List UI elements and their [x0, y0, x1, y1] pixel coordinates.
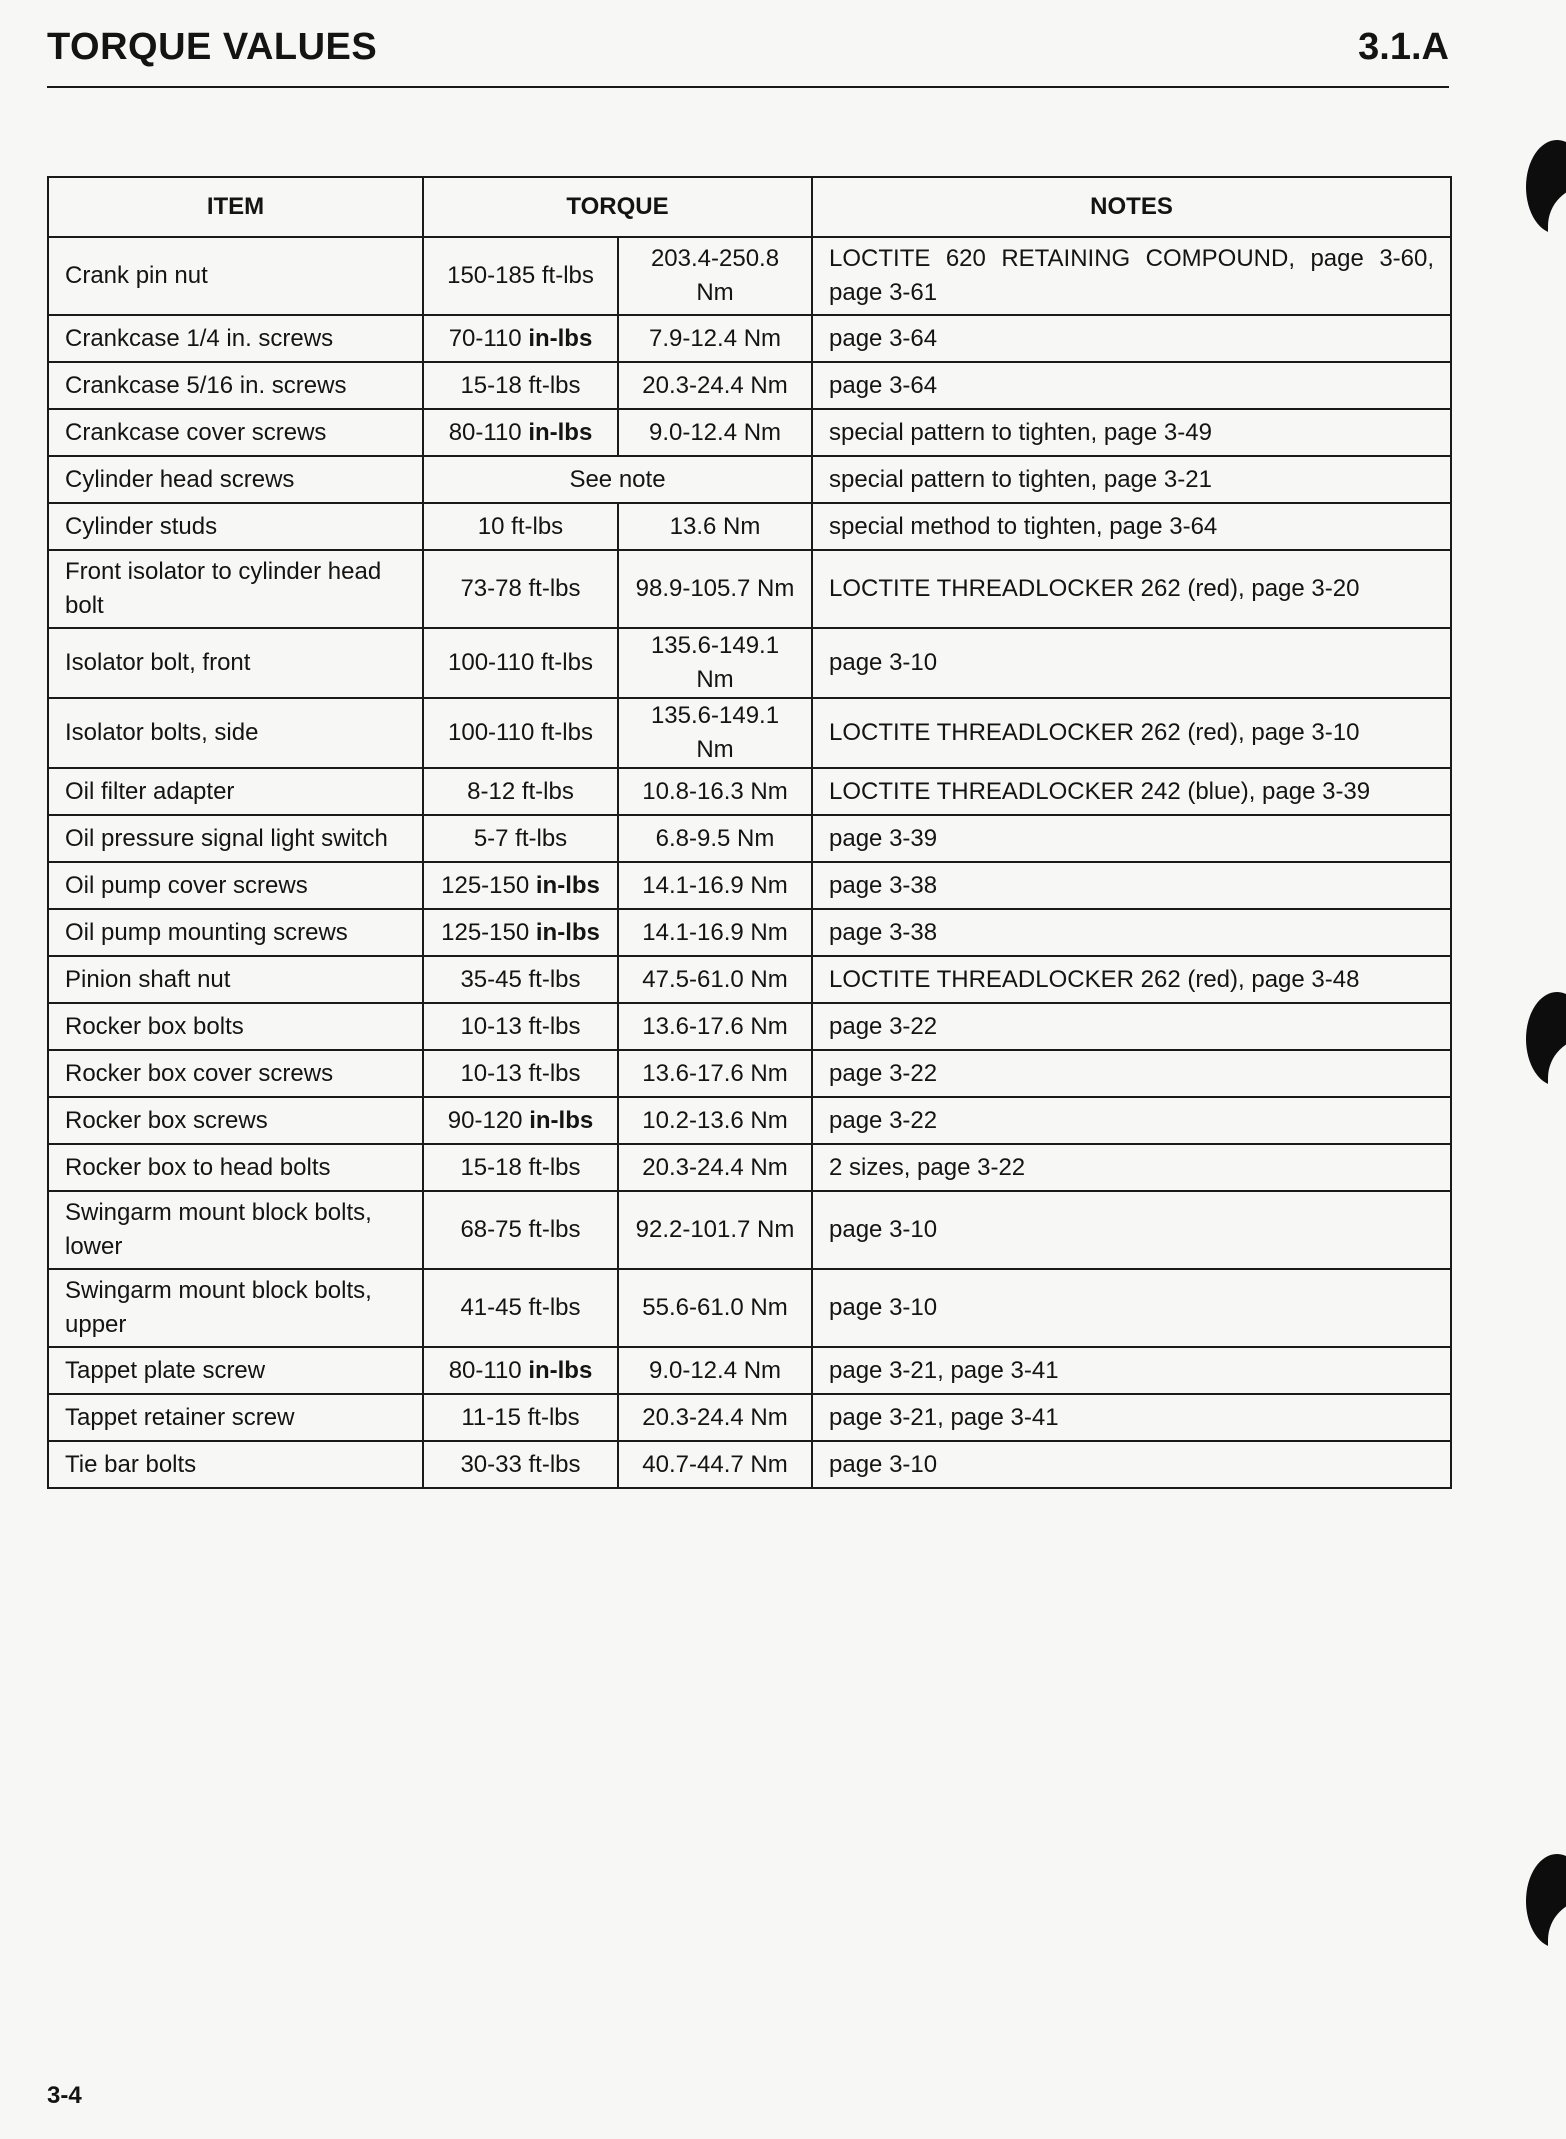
item-cell: Crankcase 5/16 in. screws [48, 362, 423, 409]
item-cell: Oil filter adapter [48, 768, 423, 815]
torque-value: 125-150 [441, 871, 530, 899]
item-cell: Oil pressure signal light switch [48, 815, 423, 862]
torque-span-cell: See note [423, 456, 812, 503]
torque-imperial-cell [423, 909, 618, 956]
table-header-row [48, 177, 1451, 237]
table-row [48, 503, 1451, 550]
torque-metric-cell: 10.8-16.3 Nm [618, 768, 812, 815]
torque-value: 35-45 [460, 965, 522, 993]
table-row [48, 1394, 1451, 1441]
torque-imperial-cell [423, 503, 618, 550]
torque-metric-cell: 20.3-24.4 Nm [618, 362, 812, 409]
torque-metric-cell: 13.6-17.6 Nm [618, 1003, 812, 1050]
notes-cell: page 3-64 [812, 315, 1451, 362]
torque-value: 5-7 [473, 824, 509, 852]
table-row [48, 768, 1451, 815]
table-row [48, 1050, 1451, 1097]
table-row [48, 1003, 1451, 1050]
torque-imperial-cell [423, 362, 618, 409]
torque-value: 100-110 [448, 719, 535, 746]
item-cell: Crankcase 1/4 in. screws [48, 315, 423, 362]
torque-imperial-cell [423, 1394, 618, 1441]
torque-value: 100-110 [448, 649, 535, 676]
page-title: TORQUE VALUES [47, 26, 378, 68]
torque-unit: in-lbs [528, 418, 593, 446]
section-number: 3.1.A [1358, 26, 1449, 68]
notes-cell: page 3-22 [812, 1097, 1451, 1144]
table-row [48, 1347, 1451, 1394]
table-row [48, 1144, 1451, 1191]
item-cell: Rocker box screws [48, 1097, 423, 1144]
item-cell: Cylinder head screws [48, 456, 423, 503]
torque-value: 10 [477, 512, 505, 540]
torque-unit: ft-lbs [528, 965, 581, 993]
torque-value: 68-75 [460, 1216, 522, 1243]
torque-metric-cell: 92.2-101.7 Nm [618, 1191, 812, 1269]
torque-imperial-cell [423, 1347, 618, 1394]
item-cell: Isolator bolt, front [48, 628, 423, 698]
torque-imperial-cell [423, 956, 618, 1003]
torque-unit: ft-lbs [528, 1153, 581, 1181]
torque-metric-cell: 14.1-16.9 Nm [618, 909, 812, 956]
item-cell: Tappet plate screw [48, 1347, 423, 1394]
notes-cell: page 3-38 [812, 862, 1451, 909]
torque-value: 90-120 [447, 1106, 523, 1134]
torque-unit: ft-lbs [527, 1403, 580, 1431]
notes-cell: LOCTITE THREADLOCKER 262 (red), page 3-10 [812, 698, 1451, 768]
torque-metric-cell: 6.8-9.5 Nm [618, 815, 812, 862]
table-row [48, 698, 1451, 768]
table-row [48, 815, 1451, 862]
binder-tab-top [1526, 140, 1566, 234]
torque-imperial-cell [423, 237, 618, 315]
torque-value: 11-15 [461, 1403, 521, 1431]
torque-value: 125-150 [441, 918, 530, 946]
torque-metric-cell: 20.3-24.4 Nm [618, 1394, 812, 1441]
notes-cell: page 3-64 [812, 362, 1451, 409]
torque-imperial-cell [423, 698, 618, 768]
item-cell: Isolator bolts, side [48, 698, 423, 768]
torque-imperial-cell [423, 1003, 618, 1050]
notes-cell: page 3-22 [812, 1050, 1451, 1097]
torque-imperial-cell [423, 862, 618, 909]
item-cell: Cylinder studs [48, 503, 423, 550]
notes-cell: special pattern to tighten, page 3-21 [812, 456, 1451, 503]
table-row [48, 550, 1451, 628]
torque-metric-cell: 10.2-13.6 Nm [618, 1097, 812, 1144]
item-cell: Front isolator to cylinder head bolt [48, 550, 423, 628]
notes-cell: special method to tighten, page 3-64 [812, 503, 1451, 550]
torque-metric-cell: 20.3-24.4 Nm [618, 1144, 812, 1191]
torque-imperial-cell [423, 1191, 618, 1269]
torque-metric-cell: 7.9-12.4 Nm [618, 315, 812, 362]
item-cell: Swingarm mount block bolts, upper [48, 1269, 423, 1347]
item-cell: Crankcase cover screws [48, 409, 423, 456]
table-row [48, 1097, 1451, 1144]
torque-value: 41-45 [460, 1294, 522, 1321]
notes-cell: LOCTITE 620 RETAINING COMPOUND, page 3-60, page 3-61 [812, 237, 1451, 315]
torque-imperial-cell [423, 1441, 618, 1488]
torque-value: 8-12 [467, 777, 516, 805]
torque-value: 80-110 [448, 418, 522, 446]
item-cell: Rocker box cover screws [48, 1050, 423, 1097]
torque-value: 30-33 [460, 1450, 522, 1478]
binder-tab-bottom [1526, 1854, 1566, 1948]
table-row [48, 909, 1451, 956]
torque-imperial-cell [423, 1144, 618, 1191]
torque-unit: in-lbs [528, 1356, 593, 1384]
notes-cell: LOCTITE THREADLOCKER 262 (red), page 3-20 [812, 550, 1451, 628]
table-row [48, 362, 1451, 409]
torque-imperial-cell [423, 628, 618, 698]
table-row [48, 456, 1451, 503]
item-cell: Crank pin nut [48, 237, 423, 315]
page-number: 3-4 [47, 2082, 82, 2109]
torque-unit: ft-lbs [528, 371, 581, 399]
torque-value: 80-110 [448, 1356, 522, 1384]
torque-value: 15-18 [460, 371, 522, 399]
table-row [48, 956, 1451, 1003]
notes-cell: LOCTITE THREADLOCKER 262 (red), page 3-48 [812, 956, 1451, 1003]
torque-metric-cell: 13.6 Nm [618, 503, 812, 550]
notes-cell: page 3-21, page 3-41 [812, 1347, 1451, 1394]
table-row [48, 237, 1451, 315]
torque-imperial-cell [423, 409, 618, 456]
column-header-torque: TORQUE [423, 177, 812, 237]
page-header [47, 26, 1449, 88]
torque-unit: ft-lbs [528, 575, 581, 602]
notes-cell: 2 sizes, page 3-22 [812, 1144, 1451, 1191]
torque-unit: ft-lbs [511, 512, 564, 540]
table-row [48, 1441, 1451, 1488]
binder-tab-middle [1526, 992, 1566, 1086]
torque-value: 15-18 [460, 1153, 522, 1181]
item-cell: Oil pump mounting screws [48, 909, 423, 956]
torque-unit: ft-lbs [528, 1294, 581, 1321]
torque-metric-cell: 40.7-44.7 Nm [618, 1441, 812, 1488]
torque-imperial-cell [423, 768, 618, 815]
item-cell: Tie bar bolts [48, 1441, 423, 1488]
torque-metric-cell: 98.9-105.7 Nm [618, 550, 812, 628]
torque-unit: ft-lbs [541, 262, 594, 289]
torque-value: 10-13 [460, 1059, 522, 1087]
torque-unit: ft-lbs [521, 777, 574, 805]
torque-metric-cell: 9.0-12.4 Nm [618, 1347, 812, 1394]
torque-imperial-cell [423, 815, 618, 862]
notes-cell: page 3-39 [812, 815, 1451, 862]
torque-imperial-cell [423, 1097, 618, 1144]
torque-unit: in-lbs [535, 871, 600, 899]
torque-value: 73-78 [460, 575, 522, 602]
torque-unit: ft-lbs [528, 1450, 581, 1478]
table-row [48, 862, 1451, 909]
torque-metric-cell: 9.0-12.4 Nm [618, 409, 812, 456]
notes-cell: page 3-22 [812, 1003, 1451, 1050]
torque-value: 150-185 [447, 262, 536, 289]
table-row [48, 1269, 1451, 1347]
notes-cell: page 3-38 [812, 909, 1451, 956]
notes-cell: page 3-10 [812, 1441, 1451, 1488]
column-header-notes: NOTES [812, 177, 1451, 237]
notes-cell: page 3-10 [812, 628, 1451, 698]
item-cell: Pinion shaft nut [48, 956, 423, 1003]
torque-value: 70-110 [448, 324, 522, 352]
table-row [48, 628, 1451, 698]
notes-cell: page 3-10 [812, 1191, 1451, 1269]
torque-imperial-cell [423, 550, 618, 628]
notes-cell: page 3-21, page 3-41 [812, 1394, 1451, 1441]
torque-unit: ft-lbs [540, 719, 593, 746]
torque-unit: ft-lbs [528, 1216, 581, 1243]
torque-table [47, 176, 1452, 1489]
notes-cell: special pattern to tighten, page 3-49 [812, 409, 1451, 456]
torque-imperial-cell [423, 1269, 618, 1347]
torque-unit: ft-lbs [540, 649, 593, 676]
torque-metric-cell: 135.6-149.1 Nm [618, 698, 812, 768]
torque-unit: ft-lbs [515, 824, 568, 852]
table-row [48, 409, 1451, 456]
torque-unit: in-lbs [529, 1106, 594, 1134]
item-cell: Oil pump cover screws [48, 862, 423, 909]
table-row [48, 315, 1451, 362]
item-cell: Swingarm mount block bolts, lower [48, 1191, 423, 1269]
table-body [48, 237, 1451, 1488]
column-header-item: ITEM [48, 177, 423, 237]
torque-unit: ft-lbs [528, 1059, 581, 1087]
torque-metric-cell: 14.1-16.9 Nm [618, 862, 812, 909]
notes-cell: LOCTITE THREADLOCKER 242 (blue), page 3-39 [812, 768, 1451, 815]
torque-imperial-cell [423, 315, 618, 362]
table-row [48, 1191, 1451, 1269]
item-cell: Rocker box to head bolts [48, 1144, 423, 1191]
torque-value: 10-13 [460, 1012, 522, 1040]
torque-metric-cell: 55.6-61.0 Nm [618, 1269, 812, 1347]
torque-unit: in-lbs [535, 918, 600, 946]
torque-metric-cell: 13.6-17.6 Nm [618, 1050, 812, 1097]
torque-unit: in-lbs [528, 324, 593, 352]
torque-metric-cell: 203.4-250.8 Nm [618, 237, 812, 315]
torque-metric-cell: 135.6-149.1 Nm [618, 628, 812, 698]
torque-imperial-cell [423, 1050, 618, 1097]
torque-unit: ft-lbs [528, 1012, 581, 1040]
torque-metric-cell: 47.5-61.0 Nm [618, 956, 812, 1003]
item-cell: Tappet retainer screw [48, 1394, 423, 1441]
item-cell: Rocker box bolts [48, 1003, 423, 1050]
notes-cell: page 3-10 [812, 1269, 1451, 1347]
